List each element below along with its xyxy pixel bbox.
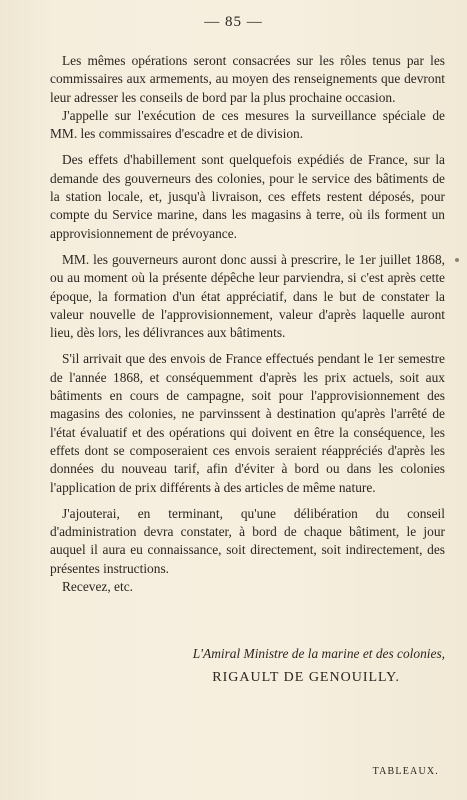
letter-body (50, 52, 445, 596)
paragraph-2: J'appelle sur l'exécution de ces mesures la surveillance spéciale de MM. les commissaires d'escadre et de division. (50, 107, 445, 142)
paragraph-6: J'ajouterai, en terminant, qu'une délibération du conseil d'administration devra constater, à bord de chaque bâtiment, le jour auquel il aura eu connaissance, soit directement, soit indirectement, des présentes instructions. (50, 505, 445, 576)
paragraph-4: MM. les gouverneurs auront donc aussi à prescrire, le 1er juillet 1868, ou au moment où la présente dépêche leur parviendra, si c'est après cette époque, la formation d'un état appréciatif, dans le but de constater la valeur nouvelle de l'approvisionnement, valeur d'après laquelle auront lieu, dès lors, les délivrances aux bâtiments. (50, 251, 445, 341)
paragraph-1: Les mêmes opérations seront consacrées sur les rôles tenus par les commissaires aux armements, au moyen des renseignements que devront leur adresser les conseils de bord par la plus prochaine occasion. (50, 53, 445, 105)
margin-mark (455, 258, 459, 262)
signature-name: RIGAULT DE GENOUILLY. (212, 670, 400, 685)
signature-title: L'Amiral Ministre de la marine et des colonies, (192, 646, 445, 661)
paragraph-3: Des effets d'habillement sont quelquefois expédiés de France, sur la demande des gouverneurs des colonies, pour le service des bâtiments de la station locale, et, jusqu'à livraison, ces effets restent déposés, pour compte du Service marine, dans les magasins à terre, où ils forment un approvisionnement de prévoyance. (50, 152, 445, 241)
page-number: — 85 — (204, 14, 263, 30)
paragraph-5: S'il arrivait que des envois de France effectués pendant le 1er semestre de l'année 1868, et conséquemment d'après les prix actuels, soit aux bâtiments en cours de campagne, soit pour l'approvisionnement des magasins des colonies, ne parvinssent à destination qu'après l'arrêté de l'état évaluatif et des opérations qui doivent en être la conséquence, les effets dont se composeraient ces envois seraient réappréciés d'après les données du nouveau tarif, afin d'éviter à bord ou dans les colonies l'application de prix différents à des articles de même nature. (50, 351, 445, 495)
catchword-footer: TABLEAUX. (372, 766, 439, 777)
closing-formula: Recevez, etc. (62, 579, 133, 595)
